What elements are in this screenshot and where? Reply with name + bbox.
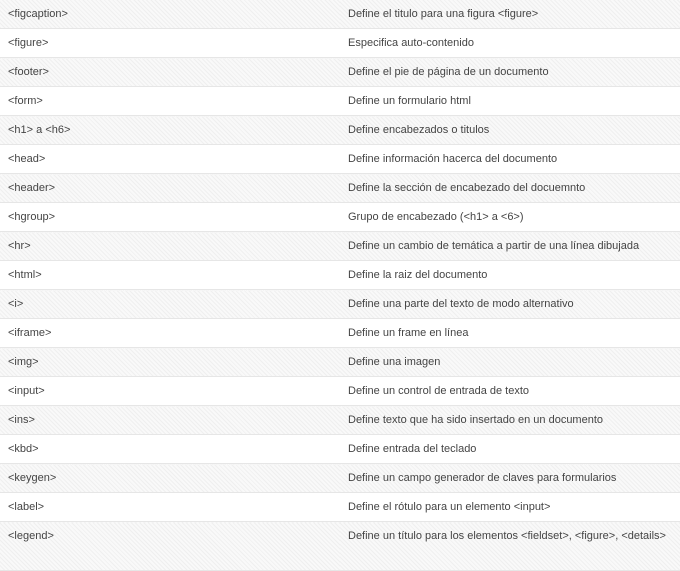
tag-cell: <hr>	[0, 232, 340, 261]
description-cell: Define un frame en línea	[340, 319, 680, 348]
table-row	[0, 522, 680, 571]
table-row	[0, 319, 680, 348]
description-cell: Define información hacerca del documento	[340, 145, 680, 174]
table-row	[0, 406, 680, 435]
tag-cell: <figure>	[0, 29, 340, 58]
table-row	[0, 435, 680, 464]
description-cell: Define entrada del teclado	[340, 435, 680, 464]
tag-cell: <header>	[0, 174, 340, 203]
description-cell: Define el titulo para una figura <figure>	[340, 0, 680, 29]
tag-cell: <input>	[0, 377, 340, 406]
tag-cell: <keygen>	[0, 464, 340, 493]
description-cell: Especifica auto-contenido	[340, 29, 680, 58]
table-row	[0, 348, 680, 377]
tag-cell: <i>	[0, 290, 340, 319]
description-cell: Define encabezados o titulos	[340, 116, 680, 145]
table-row	[0, 232, 680, 261]
tag-cell: <html>	[0, 261, 340, 290]
description-cell: Define el pie de página de un documento	[340, 58, 680, 87]
tag-cell: <iframe>	[0, 319, 340, 348]
description-cell: Define un formulario html	[340, 87, 680, 116]
tag-cell: <figcaption>	[0, 0, 340, 29]
table-row	[0, 377, 680, 406]
table-row	[0, 0, 680, 29]
table-row	[0, 290, 680, 319]
table-row	[0, 29, 680, 58]
table-row	[0, 261, 680, 290]
description-cell: Define una parte del texto de modo alternativo	[340, 290, 680, 319]
tag-cell: <ins>	[0, 406, 340, 435]
table-row	[0, 58, 680, 87]
description-cell: Define una imagen	[340, 348, 680, 377]
tag-cell: <h1> a <h6>	[0, 116, 340, 145]
tag-cell: <img>	[0, 348, 340, 377]
tag-cell: <form>	[0, 87, 340, 116]
description-cell: Define la sección de encabezado del docuemnto	[340, 174, 680, 203]
description-cell: Define un cambio de temática a partir de una línea dibujada	[340, 232, 680, 261]
tag-cell: <label>	[0, 493, 340, 522]
tag-cell: <hgroup>	[0, 203, 340, 232]
description-cell: Define un título para los elementos <fieldset>, <figure>, <details>	[340, 522, 680, 571]
description-cell: Define un campo generador de claves para formularios	[340, 464, 680, 493]
description-cell: Define la raiz del documento	[340, 261, 680, 290]
tag-cell: <footer>	[0, 58, 340, 87]
tag-cell: <legend>	[0, 522, 340, 571]
table-row	[0, 87, 680, 116]
table-row	[0, 203, 680, 232]
tag-cell: <kbd>	[0, 435, 340, 464]
table-row	[0, 464, 680, 493]
description-cell: Grupo de encabezado (<h1> a <6>)	[340, 203, 680, 232]
table-row	[0, 493, 680, 522]
description-cell: Define texto que ha sido insertado en un documento	[340, 406, 680, 435]
table-row	[0, 145, 680, 174]
table-row	[0, 116, 680, 145]
description-cell: Define el rótulo para un elemento <input>	[340, 493, 680, 522]
tag-cell: <head>	[0, 145, 340, 174]
description-cell: Define un control de entrada de texto	[340, 377, 680, 406]
table-row	[0, 174, 680, 203]
